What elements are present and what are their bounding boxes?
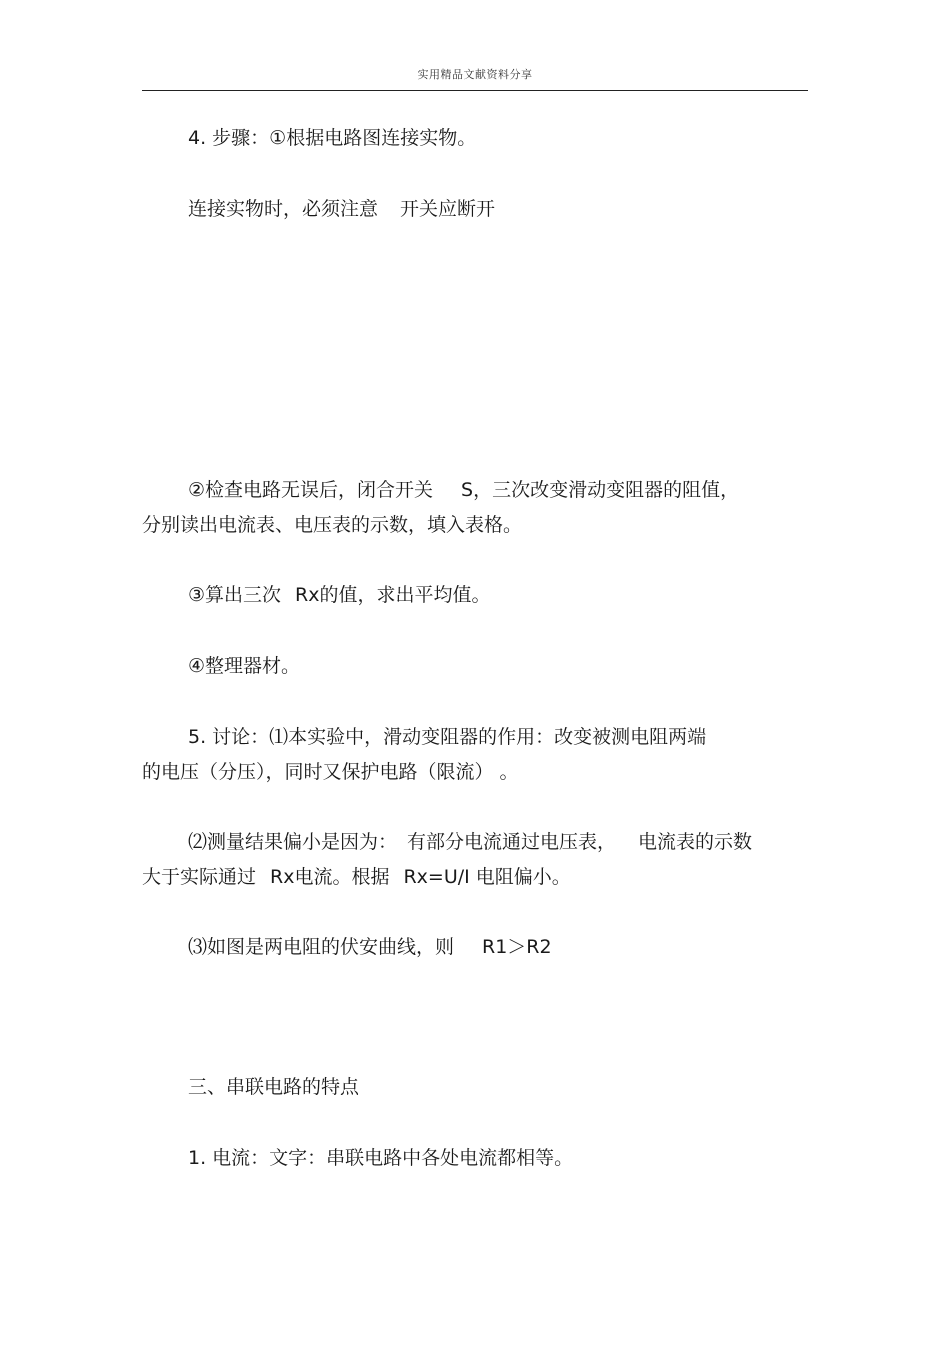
error-reason-text: ⑵测量结果偏小是因为：: [188, 831, 398, 853]
error-reason-line: [188, 830, 752, 854]
read-meters-text: 分别读出电流表、电压表的示数，填入表格。: [142, 514, 523, 536]
step-calc-rx-line: [188, 583, 491, 607]
rx-current-text: Rx电流。根据: [270, 866, 390, 888]
discussion-text: 5. 讨论：⑴本实验中，滑动变阻器的作用：改变被测电阻两端: [188, 726, 707, 748]
tidy-equipment-text: ④整理器材。: [188, 655, 301, 677]
discussion-line: [188, 725, 706, 749]
connection-note-line: [188, 197, 495, 221]
rx-average-text: Rx的值，求出平均值。: [295, 584, 491, 606]
switch-s-text: S，三次改变滑动变阻器的阻值，: [461, 479, 740, 501]
vi-curve-text: ⑶如图是两电阻的伏安曲线，则: [188, 936, 455, 958]
discussion-cont-line: [142, 760, 519, 784]
actual-current-text: 大于实际通过: [142, 866, 257, 888]
series-current-text: 1. 电流：文字：串联电路中各处电流都相等。: [188, 1147, 574, 1169]
resistance-low-text: 电阻偏小。: [475, 866, 571, 888]
ammeter-reading-text: 电流表的示数: [638, 831, 753, 853]
step-tidy-line: [188, 654, 300, 678]
check-circuit-text: ②检查电路无误后，闭合开关: [188, 479, 434, 501]
discussion-cont-text: 的电压（分压），同时又保护电路（限流） 。: [142, 761, 519, 783]
error-reason-cont-line: [142, 865, 571, 889]
header-divider: [142, 90, 808, 91]
connection-note-text: 连接实物时，必须注意: [188, 198, 379, 220]
vi-curve-line: [188, 935, 552, 959]
switch-open-text: 开关应断开: [400, 198, 496, 220]
r1-gt-r2-text: R1＞R2: [482, 936, 552, 958]
calc-rx-text: ③算出三次: [188, 584, 282, 606]
voltmeter-current-text: 有部分电流通过电压表，: [407, 831, 617, 853]
series-heading-text: 三、串联电路的特点: [188, 1076, 360, 1098]
ohms-law-text: Rx=U/I: [403, 866, 470, 888]
section-series-heading: [188, 1075, 359, 1099]
step-4-text: 4. 步骤：①根据电路图连接实物。: [188, 127, 477, 149]
page-header: 实用精品文献资料分享: [417, 68, 533, 81]
read-meters-line: [142, 513, 522, 537]
step-4-connect-line: [188, 126, 476, 150]
step-check-circuit-line: [188, 478, 739, 502]
series-current-line: [188, 1146, 573, 1170]
